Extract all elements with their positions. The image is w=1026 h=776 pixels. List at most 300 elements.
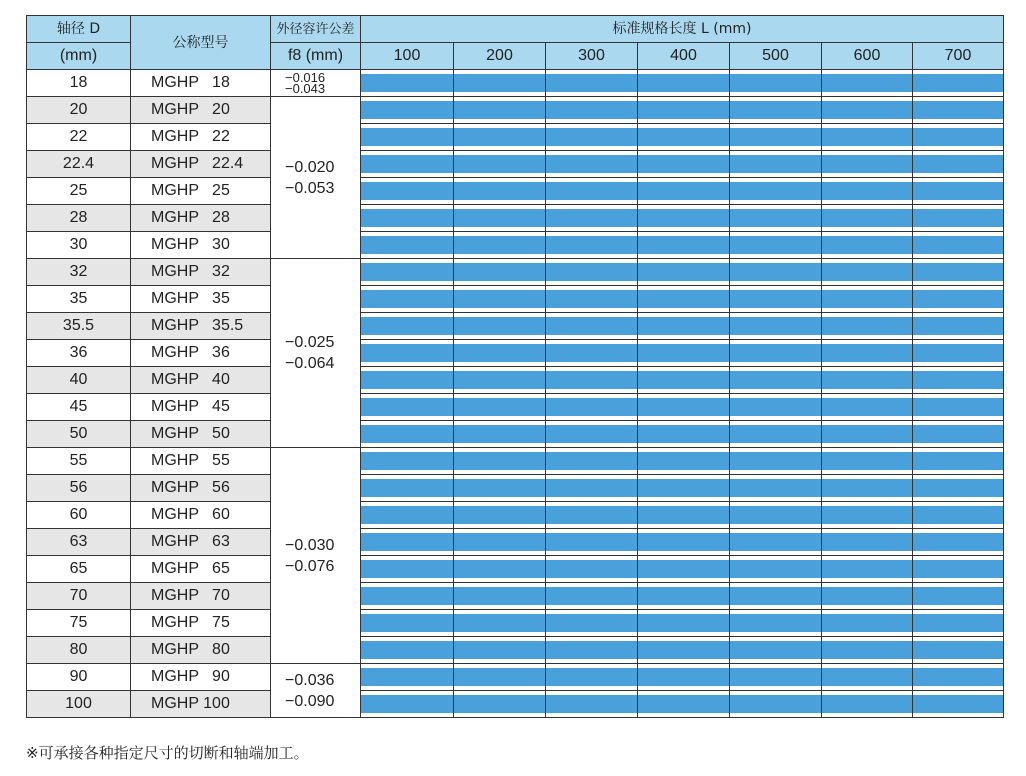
table-row xyxy=(27,691,1004,718)
availability-bar xyxy=(546,398,638,416)
tolerance-lower: −0.090 xyxy=(285,692,335,710)
availability-bar xyxy=(638,452,730,470)
shaft-diameter-cell: 18 xyxy=(27,70,131,97)
model-cell: MGHP 80 xyxy=(131,637,271,664)
availability-bar xyxy=(361,479,454,497)
length-availability-cell xyxy=(822,664,913,691)
availability-bar xyxy=(361,614,454,632)
availability-bar xyxy=(454,479,546,497)
length-availability-cell xyxy=(913,232,1004,259)
availability-bar xyxy=(361,209,454,227)
diameter-label: 轴径 D xyxy=(56,21,101,37)
availability-bar xyxy=(822,614,913,632)
length-availability-cell xyxy=(361,367,454,394)
length-availability-cell xyxy=(913,340,1004,367)
availability-bar xyxy=(913,668,1003,686)
availability-bar xyxy=(361,560,454,578)
table-row xyxy=(27,637,1004,664)
length-availability-cell xyxy=(361,70,454,97)
model-cell: MGHP 22 xyxy=(131,124,271,151)
availability-bar xyxy=(361,668,454,686)
availability-bar xyxy=(822,479,913,497)
length-availability-cell xyxy=(361,232,454,259)
availability-bar xyxy=(913,641,1003,659)
length-availability-cell xyxy=(638,610,730,637)
availability-bar xyxy=(454,209,546,227)
tolerance-cell xyxy=(271,97,361,259)
length-availability-cell xyxy=(454,232,546,259)
availability-bar xyxy=(822,101,913,119)
availability-bar xyxy=(730,533,822,551)
availability-bar xyxy=(822,263,913,281)
model-cell: MGHP 70 xyxy=(131,583,271,610)
availability-bar xyxy=(454,695,546,713)
availability-bar xyxy=(822,155,913,173)
tolerance-lower: −0.064 xyxy=(285,355,335,372)
length-availability-cell xyxy=(361,664,454,691)
availability-bar xyxy=(913,344,1003,362)
availability-bar xyxy=(638,587,730,605)
availability-bar xyxy=(546,128,638,146)
length-availability-cell xyxy=(913,475,1004,502)
length-availability-cell xyxy=(454,286,546,313)
availability-bar xyxy=(361,290,454,308)
model-cell: MGHP 36 xyxy=(131,340,271,367)
length-availability-cell xyxy=(546,502,638,529)
model-cell: MGHP 35.5 xyxy=(131,313,271,340)
length-availability-cell xyxy=(638,151,730,178)
availability-bar xyxy=(638,506,730,524)
table-row xyxy=(27,502,1004,529)
length-availability-cell xyxy=(822,340,913,367)
availability-bar xyxy=(454,587,546,605)
shaft-diameter-cell: 28 xyxy=(27,205,131,232)
model-cell: MGHP 56 xyxy=(131,475,271,502)
model-cell: MGHP 35 xyxy=(131,286,271,313)
length-header xyxy=(361,16,1004,43)
diameter-unit: (mm) xyxy=(27,43,131,70)
availability-bar xyxy=(730,452,822,470)
tolerance-cell xyxy=(271,448,361,664)
shaft-diameter-cell: 30 xyxy=(27,232,131,259)
table-row xyxy=(27,313,1004,340)
availability-bar xyxy=(454,398,546,416)
length-availability-cell xyxy=(913,313,1004,340)
shaft-diameter-cell: 22.4 xyxy=(27,151,131,178)
availability-bar xyxy=(454,560,546,578)
shaft-diameter-cell: 20 xyxy=(27,97,131,124)
table-row xyxy=(27,475,1004,502)
availability-bar xyxy=(361,425,454,443)
length-availability-cell xyxy=(546,583,638,610)
availability-bar xyxy=(361,74,454,92)
length-availability-cell xyxy=(361,610,454,637)
availability-bar xyxy=(638,155,730,173)
length-availability-cell xyxy=(913,502,1004,529)
availability-bar xyxy=(546,182,638,200)
length-availability-cell xyxy=(822,124,913,151)
length-availability-cell xyxy=(454,178,546,205)
length-availability-cell xyxy=(546,205,638,232)
length-availability-cell xyxy=(546,259,638,286)
model-cell: MGHP 65 xyxy=(131,556,271,583)
shaft-diameter-cell: 45 xyxy=(27,394,131,421)
model-cell: MGHP 90 xyxy=(131,664,271,691)
availability-bar xyxy=(361,533,454,551)
model-cell: MGHP 100 xyxy=(131,691,271,718)
length-availability-cell xyxy=(546,691,638,718)
model-cell: MGHP 25 xyxy=(131,178,271,205)
length-availability-cell xyxy=(638,502,730,529)
diameter-header xyxy=(27,16,131,43)
length-availability-cell xyxy=(546,178,638,205)
footnote: ※可承接各种指定尺寸的切断和轴端加工。 xyxy=(26,744,309,762)
availability-bar xyxy=(730,479,822,497)
availability-bar xyxy=(454,533,546,551)
tolerance-cell xyxy=(271,259,361,448)
availability-bar xyxy=(730,587,822,605)
availability-bar xyxy=(361,398,454,416)
length-availability-cell xyxy=(730,448,822,475)
table-row xyxy=(27,97,1004,124)
availability-bar xyxy=(361,128,454,146)
spec-table-wrapper xyxy=(26,15,1004,718)
availability-bar xyxy=(913,263,1003,281)
availability-bar xyxy=(546,371,638,389)
length-col-100: 100 xyxy=(361,43,454,70)
tolerance-cell xyxy=(271,70,361,97)
length-availability-cell xyxy=(638,178,730,205)
length-availability-cell xyxy=(638,637,730,664)
availability-bar xyxy=(546,479,638,497)
availability-bar xyxy=(546,452,638,470)
length-availability-cell xyxy=(361,340,454,367)
length-availability-cell xyxy=(913,610,1004,637)
model-label: 公称型号 xyxy=(172,34,229,51)
table-row xyxy=(27,124,1004,151)
availability-bar xyxy=(822,182,913,200)
availability-bar xyxy=(822,452,913,470)
availability-bar xyxy=(546,74,638,92)
availability-bar xyxy=(730,560,822,578)
tolerance-upper: −0.030 xyxy=(285,536,335,554)
availability-bar xyxy=(638,209,730,227)
tolerance-upper: −0.020 xyxy=(285,158,335,176)
availability-bar xyxy=(361,506,454,524)
availability-bar xyxy=(361,101,454,119)
shaft-diameter-cell: 35.5 xyxy=(27,313,131,340)
availability-bar xyxy=(822,641,913,659)
availability-bar xyxy=(546,263,638,281)
length-availability-cell xyxy=(730,259,822,286)
availability-bar xyxy=(822,560,913,578)
length-availability-cell xyxy=(822,691,913,718)
length-availability-cell xyxy=(454,610,546,637)
availability-bar xyxy=(913,101,1003,119)
availability-bar xyxy=(638,236,730,254)
availability-bar xyxy=(913,128,1003,146)
length-availability-cell xyxy=(822,448,913,475)
length-availability-cell xyxy=(546,340,638,367)
spec-table-body xyxy=(27,70,1004,718)
table-row xyxy=(27,205,1004,232)
length-availability-cell xyxy=(730,367,822,394)
header-row-1 xyxy=(27,16,1004,43)
length-availability-cell xyxy=(638,97,730,124)
length-availability-cell xyxy=(361,529,454,556)
length-availability-cell xyxy=(638,556,730,583)
length-col-500: 500 xyxy=(730,43,822,70)
length-availability-cell xyxy=(913,286,1004,313)
length-availability-cell xyxy=(730,205,822,232)
shaft-diameter-cell: 75 xyxy=(27,610,131,637)
length-availability-cell xyxy=(822,421,913,448)
length-availability-cell xyxy=(913,421,1004,448)
availability-bar xyxy=(361,344,454,362)
length-availability-cell xyxy=(546,421,638,448)
availability-bar xyxy=(730,641,822,659)
length-availability-cell xyxy=(822,151,913,178)
availability-bar xyxy=(730,290,822,308)
availability-bar xyxy=(454,128,546,146)
availability-bar xyxy=(546,290,638,308)
shaft-diameter-cell: 80 xyxy=(27,637,131,664)
length-availability-cell xyxy=(454,475,546,502)
availability-bar xyxy=(913,371,1003,389)
model-header xyxy=(131,16,271,70)
length-availability-cell xyxy=(454,664,546,691)
availability-bar xyxy=(454,101,546,119)
length-availability-cell xyxy=(546,70,638,97)
availability-bar xyxy=(454,506,546,524)
availability-bar xyxy=(638,695,730,713)
availability-bar xyxy=(454,344,546,362)
availability-bar xyxy=(638,668,730,686)
availability-bar xyxy=(638,263,730,281)
length-availability-cell xyxy=(546,367,638,394)
length-availability-cell xyxy=(822,313,913,340)
table-row xyxy=(27,367,1004,394)
length-availability-cell xyxy=(822,178,913,205)
availability-bar xyxy=(361,182,454,200)
length-availability-cell xyxy=(730,340,822,367)
length-availability-cell xyxy=(361,502,454,529)
length-availability-cell xyxy=(546,475,638,502)
availability-bar xyxy=(361,452,454,470)
length-col-200: 200 xyxy=(454,43,546,70)
length-availability-cell xyxy=(546,124,638,151)
model-cell: MGHP 28 xyxy=(131,205,271,232)
availability-bar xyxy=(546,425,638,443)
availability-bar xyxy=(546,695,638,713)
length-availability-cell xyxy=(454,394,546,421)
availability-bar xyxy=(638,101,730,119)
availability-bar xyxy=(730,614,822,632)
tolerance-label: 外径容许公差 xyxy=(276,22,355,37)
shaft-diameter-cell: 70 xyxy=(27,583,131,610)
availability-bar xyxy=(454,263,546,281)
table-row xyxy=(27,421,1004,448)
length-availability-cell xyxy=(822,502,913,529)
length-availability-cell xyxy=(638,691,730,718)
length-availability-cell xyxy=(913,556,1004,583)
length-availability-cell xyxy=(730,232,822,259)
length-availability-cell xyxy=(454,502,546,529)
length-availability-cell xyxy=(454,259,546,286)
availability-bar xyxy=(638,479,730,497)
availability-bar xyxy=(361,317,454,335)
availability-bar xyxy=(730,668,822,686)
model-cell: MGHP 20 xyxy=(131,97,271,124)
length-availability-cell xyxy=(913,97,1004,124)
length-col-300: 300 xyxy=(546,43,638,70)
availability-bar xyxy=(638,317,730,335)
length-availability-cell xyxy=(546,394,638,421)
length-availability-cell xyxy=(546,151,638,178)
availability-bar xyxy=(638,182,730,200)
length-availability-cell xyxy=(638,448,730,475)
length-availability-cell xyxy=(730,313,822,340)
availability-bar xyxy=(546,533,638,551)
availability-bar xyxy=(730,371,822,389)
availability-bar xyxy=(638,641,730,659)
tolerance-cell xyxy=(271,664,361,718)
model-cell: MGHP 60 xyxy=(131,502,271,529)
length-col-600: 600 xyxy=(822,43,913,70)
availability-bar xyxy=(913,452,1003,470)
length-availability-cell xyxy=(730,178,822,205)
availability-bar xyxy=(546,560,638,578)
availability-bar xyxy=(822,74,913,92)
length-availability-cell xyxy=(638,286,730,313)
availability-bar xyxy=(822,128,913,146)
availability-bar xyxy=(638,398,730,416)
length-availability-cell xyxy=(730,394,822,421)
availability-bar xyxy=(730,695,822,713)
availability-bar xyxy=(546,344,638,362)
availability-bar xyxy=(913,236,1003,254)
availability-bar xyxy=(638,371,730,389)
length-availability-cell xyxy=(361,151,454,178)
table-row xyxy=(27,448,1004,475)
availability-bar xyxy=(730,317,822,335)
table-row xyxy=(27,529,1004,556)
length-availability-cell xyxy=(913,637,1004,664)
length-availability-cell xyxy=(730,583,822,610)
length-availability-cell xyxy=(361,313,454,340)
length-availability-cell xyxy=(361,637,454,664)
availability-bar xyxy=(730,182,822,200)
length-availability-cell xyxy=(730,124,822,151)
table-row xyxy=(27,178,1004,205)
length-availability-cell xyxy=(454,70,546,97)
availability-bar xyxy=(454,155,546,173)
length-availability-cell xyxy=(913,394,1004,421)
table-row xyxy=(27,583,1004,610)
shaft-diameter-cell: 60 xyxy=(27,502,131,529)
shaft-diameter-cell: 50 xyxy=(27,421,131,448)
length-availability-cell xyxy=(454,529,546,556)
availability-bar xyxy=(913,155,1003,173)
length-availability-cell xyxy=(913,259,1004,286)
availability-bar xyxy=(638,614,730,632)
availability-bar xyxy=(822,668,913,686)
length-availability-cell xyxy=(546,556,638,583)
availability-bar xyxy=(730,209,822,227)
availability-bar xyxy=(730,344,822,362)
spec-table xyxy=(26,15,1004,718)
length-availability-cell xyxy=(454,691,546,718)
availability-bar xyxy=(546,209,638,227)
availability-bar xyxy=(730,74,822,92)
length-availability-cell xyxy=(638,421,730,448)
length-availability-cell xyxy=(361,205,454,232)
table-row xyxy=(27,232,1004,259)
length-availability-cell xyxy=(913,151,1004,178)
availability-bar xyxy=(454,182,546,200)
length-availability-cell xyxy=(730,556,822,583)
tolerance-upper: −0.016 xyxy=(285,70,326,85)
shaft-diameter-cell: 40 xyxy=(27,367,131,394)
availability-bar xyxy=(638,344,730,362)
availability-bar xyxy=(454,290,546,308)
model-cell: MGHP 22.4 xyxy=(131,151,271,178)
model-cell: MGHP 63 xyxy=(131,529,271,556)
availability-bar xyxy=(454,641,546,659)
availability-bar xyxy=(361,371,454,389)
length-availability-cell xyxy=(730,664,822,691)
availability-bar xyxy=(822,209,913,227)
length-availability-cell xyxy=(454,637,546,664)
availability-bar xyxy=(546,155,638,173)
length-availability-cell xyxy=(361,691,454,718)
availability-bar xyxy=(454,236,546,254)
length-availability-cell xyxy=(638,475,730,502)
availability-bar xyxy=(546,668,638,686)
availability-bar xyxy=(546,506,638,524)
table-row xyxy=(27,340,1004,367)
availability-bar xyxy=(822,695,913,713)
shaft-diameter-cell: 100 xyxy=(27,691,131,718)
length-availability-cell xyxy=(361,259,454,286)
availability-bar xyxy=(361,236,454,254)
availability-bar xyxy=(913,290,1003,308)
length-availability-cell xyxy=(730,529,822,556)
length-availability-cell xyxy=(822,556,913,583)
length-availability-cell xyxy=(638,583,730,610)
length-availability-cell xyxy=(730,151,822,178)
length-availability-cell xyxy=(361,286,454,313)
length-availability-cell xyxy=(361,97,454,124)
length-availability-cell xyxy=(730,502,822,529)
length-availability-cell xyxy=(822,529,913,556)
length-availability-cell xyxy=(730,691,822,718)
availability-bar xyxy=(454,614,546,632)
availability-bar xyxy=(913,209,1003,227)
length-availability-cell xyxy=(361,475,454,502)
availability-bar xyxy=(546,101,638,119)
length-availability-cell xyxy=(638,394,730,421)
length-availability-cell xyxy=(546,286,638,313)
length-availability-cell xyxy=(546,232,638,259)
availability-bar xyxy=(913,317,1003,335)
table-row xyxy=(27,394,1004,421)
model-cell: MGHP 50 xyxy=(131,421,271,448)
availability-bar xyxy=(638,128,730,146)
model-cell: MGHP 45 xyxy=(131,394,271,421)
length-availability-cell xyxy=(638,70,730,97)
length-availability-cell xyxy=(730,475,822,502)
